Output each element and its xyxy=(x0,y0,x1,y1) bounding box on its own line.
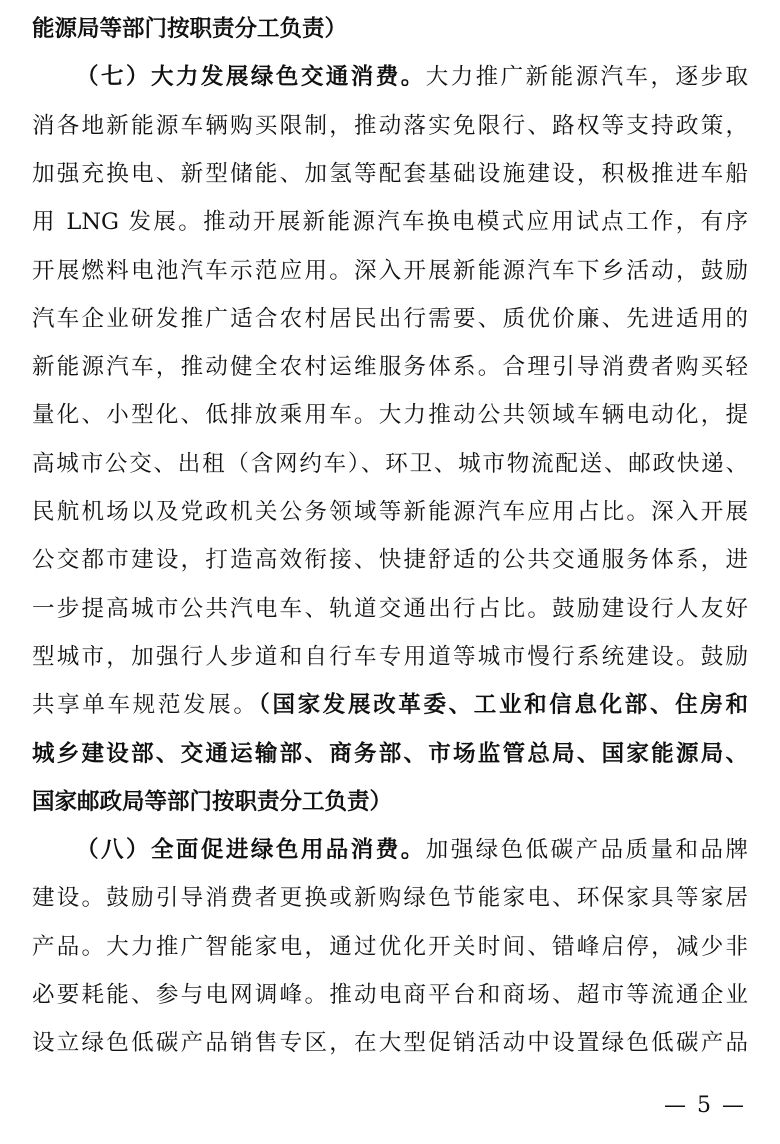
bold-text-run: 能源局等部门按职责分工负责） xyxy=(32,16,348,42)
text-line xyxy=(32,681,748,729)
text-line xyxy=(32,247,748,295)
text-line xyxy=(32,343,748,391)
text-line xyxy=(32,971,748,1019)
text-line xyxy=(32,5,748,53)
text-run: 用 LNG 发展。推动开展新能源汽车换电模式应用试点工作，有序 xyxy=(32,209,748,236)
bold-text-run: （国家发展改革委、工业和信息化部、住房和 xyxy=(258,692,748,719)
text-run: 建设。鼓励引导消费者更换或新购绿色节能家电、环保家具等家居 xyxy=(32,885,748,912)
text-line xyxy=(32,585,748,633)
text-line xyxy=(32,102,748,150)
text-run: 汽车企业研发推广适合农村居民出行需要、质优价廉、先进适用的 xyxy=(32,305,748,332)
text-line xyxy=(32,150,748,198)
text-run: 必要耗能、参与电网调峰。推动电商平台和商场、超市等流通企业 xyxy=(32,982,748,1008)
text-line xyxy=(32,440,748,488)
text-line xyxy=(32,488,748,536)
text-line xyxy=(32,536,748,584)
text-run: 民航机场以及党政机关公务领域等新能源汽车应用占比。深入开展 xyxy=(32,499,748,525)
text-run: 一步提高城市公共汽电车、轨道交通出行占比。鼓励建设行人友好 xyxy=(32,595,748,622)
text-run: 加强充换电、新型储能、加氢等配套基础设施建设，积极推进车船 xyxy=(32,160,748,187)
text-line xyxy=(32,1019,748,1067)
text-run: 加强绿色低碳产品质量和品牌 xyxy=(425,837,748,864)
text-run: 设立绿色低碳产品销售专区，在大型促销活动中设置绿色低碳产品 xyxy=(32,1030,748,1057)
text-run: 量化、小型化、低排放乘用车。大力推动公共领域车辆电动化，提 xyxy=(32,402,748,429)
bold-text-run: 国家邮政局等部门按职责分工负责） xyxy=(32,788,393,815)
text-line xyxy=(32,730,748,778)
text-line xyxy=(32,874,748,922)
text-line xyxy=(32,633,748,681)
bold-text-run: 城乡建设部、交通运输部、商务部、市场监管总局、国家能源局、 xyxy=(32,740,748,767)
text-run: 大力推广新能源汽车，逐步取 xyxy=(425,64,748,91)
text-line xyxy=(32,198,748,246)
bold-text-run: （七）大力发展绿色交通消费。 xyxy=(76,64,426,91)
text-run: 新能源汽车，推动健全农村运维服务体系。合理引导消费者购买轻 xyxy=(32,354,748,381)
text-line xyxy=(32,778,748,826)
text-run: 产品。大力推广智能家电，通过优化开关时间、错峰启停，减少非 xyxy=(32,933,748,960)
text-run: 高城市公交、出租（含网约车）、环卫、城市物流配送、邮政快递、 xyxy=(32,450,748,477)
page-number: — 5 — xyxy=(664,1093,746,1118)
text-run: 型城市，加强行人步道和自行车专用道等城市慢行系统建设。鼓励 xyxy=(32,643,748,670)
text-run: 公交都市建设，打造高效衔接、快捷舒适的公共交通服务体系，进 xyxy=(32,547,748,574)
text-line xyxy=(32,923,748,971)
text-line xyxy=(76,53,748,101)
text-run: 消各地新能源车辆购买限制，推动落实免限行、路权等支持政策， xyxy=(32,112,748,139)
bold-text-run: （八）全面促进绿色用品消费。 xyxy=(76,837,426,864)
text-line xyxy=(76,826,748,874)
text-line xyxy=(32,295,748,343)
text-run: 开展燃料电池汽车示范应用。深入开展新能源汽车下乡活动，鼓励 xyxy=(32,257,748,284)
text-run: 共享单车规范发展。 xyxy=(32,692,259,719)
text-line xyxy=(32,391,748,439)
